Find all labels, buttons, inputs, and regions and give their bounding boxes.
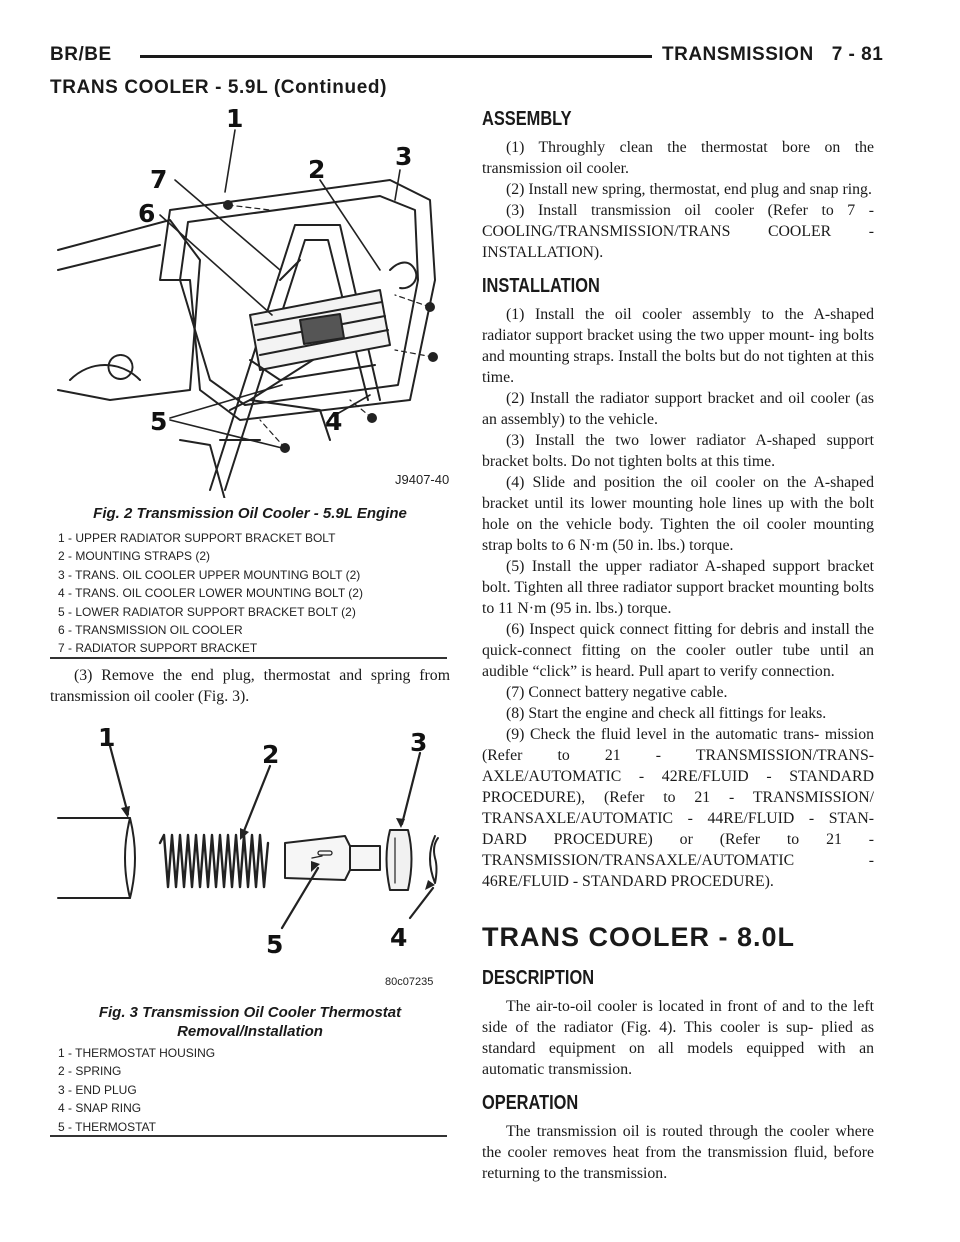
installation-step: (8) Start the engine and check all fittings for leaks.: [506, 705, 827, 722]
fig2-callout-1: 1: [226, 104, 244, 133]
continued-title: TRANS COOLER - 5.9L (Continued): [50, 77, 388, 98]
header-rule: [140, 55, 652, 58]
fig2-code: J9407-40: [395, 472, 450, 487]
legend-item: 1 - THERMOSTAT HOUSING: [58, 1046, 216, 1060]
description-text: The air-to-oil cooler is located in front of and to the left side of the radiator (Fig. 4). This cooler is sup- plied as standard equipment on all models equipped with an automatic transmission.: [482, 998, 874, 1078]
fig3-callout-4: 4: [390, 923, 408, 952]
header-section-name: TRANSMISSION: [662, 44, 814, 65]
legend-item: 2 - SPRING: [58, 1064, 122, 1079]
fig2-title: Fig. 2 Transmission Oil Cooler - 5.9L Engine: [93, 505, 407, 522]
fig3-callout-2: 2: [262, 740, 280, 769]
installation-step: (5) Install the upper radiator A-shaped support bracket bolt. Tighten all three radiator support bracket mounting bolts to 11 N·m (95 in. lbs.) torque.: [482, 558, 874, 617]
fig3-callout-5: 5: [266, 930, 284, 959]
legend-item: 2 - MOUNTING STRAPS (2): [58, 549, 211, 564]
description-heading: DESCRIPTION: [482, 967, 595, 989]
header-model: BR/BE: [50, 44, 112, 65]
legend-item: 3 - END PLUG: [58, 1082, 137, 1097]
assembly-step: (2) Install new spring, thermostat, end plug and snap ring.: [506, 181, 872, 198]
section-title-8-0l: TRANS COOLER - 8.0L: [482, 922, 796, 952]
installation-step: (6) Inspect quick connect fitting for debris and install the quick-connect fitting on the cooler outler tube until an audible “click” is heard. Pull apart to verify connection.: [482, 621, 874, 680]
fig3-legend: [58, 1044, 215, 1136]
header-section: [662, 44, 883, 66]
fig3-illustration: [50, 718, 450, 990]
assembly-heading: ASSEMBLY: [482, 108, 572, 130]
fig3-callout-3: 3: [410, 728, 428, 757]
fig2-rule: [50, 657, 447, 659]
legend-item: 7 - RADIATOR SUPPORT BRACKET: [58, 641, 258, 656]
legend-item: 6 - TRANSMISSION OIL COOLER: [58, 622, 243, 637]
installation-step: (7) Connect battery negative cable.: [506, 684, 728, 701]
operation-text: The transmission oil is routed through the cooler where the cooler removes heat from the transmission fluid, before returning to the transmission.: [482, 1123, 874, 1182]
fig2-callout-2: 2: [308, 155, 326, 184]
installation-step: (1) Install the oil cooler assembly to the A-shaped radiator support bracket using the two upper mount- ing bolts and mounting straps. Install the bolts but do not tighten at this time.: [482, 306, 874, 386]
page-number: 7 - 81: [831, 44, 884, 65]
legend-item: 4 - SNAP RING: [58, 1101, 142, 1116]
assembly-step: (1) Throughly clean the thermostat bore on the transmission oil cooler.: [482, 139, 874, 177]
left-step-3: (3) Remove the end plug, thermostat and spring from transmission oil cooler (Fig. 3).: [50, 667, 450, 705]
legend-item: 4 - TRANS. OIL COOLER LOWER MOUNTING BOLT (2): [58, 586, 363, 601]
right-column: [482, 108, 874, 1184]
fig3-title: Fig. 3 Transmission Oil Cooler Thermostat Removal/Installation: [98, 1004, 402, 1040]
legend-item: 1 - UPPER RADIATOR SUPPORT BRACKET BOLT: [58, 531, 336, 545]
fig2-callout-3: 3: [395, 142, 413, 171]
legend-item: 5 - LOWER RADIATOR SUPPORT BRACKET BOLT (2): [58, 604, 356, 619]
installation-step: (4) Slide and position the oil cooler on the A-shaped bracket until its lower mounting hole lines up with the bolt hole on the vehicle body. Tighten the oil cooler mounting strap bolts to 6 N·m (50 in. lbs.) torque.: [482, 474, 874, 554]
fig2-legend: [58, 529, 363, 658]
assembly-step: (3) Install transmission oil cooler (Refer to 7 - COOLING/TRANSMISSION/TRANS COOLER - INSTALLATION).: [482, 202, 874, 261]
installation-step: (9) Check the fluid level in the automatic trans- mission (Refer to 21 - TRANSMISSION/TRANS- AXLE/AUTOMATIC - 42RE/FLUID - STANDARD PROCEDURE), (Refer to 21 - TRANSMISSION/ TRANSAXLE/AUTOMATIC - 44RE/FLUID - STAN- DARD PROCEDURE) or (Refer to 21 - TRANSMISSION/TRANSAXLE/AUTOMATIC - 46RE/FLUID - STANDARD PROCEDURE).: [482, 726, 874, 890]
fig2-callout-5: 5: [150, 407, 168, 436]
fig3-callout-1: 1: [98, 723, 116, 752]
installation-heading: INSTALLATION: [482, 275, 600, 297]
fig2-illustration: [50, 100, 450, 498]
fig2-callout-6: 6: [138, 199, 156, 228]
fig3-code: 80c07235: [385, 976, 434, 988]
installation-step: (3) Install the two lower radiator A-shaped support bracket bolts. Do not tighten bolts at this time.: [482, 432, 874, 470]
fig2-callout-4: 4: [325, 407, 343, 436]
fig2-callout-7: 7: [150, 165, 168, 194]
legend-item: 3 - TRANS. OIL COOLER UPPER MOUNTING BOLT (2): [58, 567, 361, 582]
fig3-rule: [50, 1135, 447, 1137]
operation-heading: OPERATION: [482, 1092, 579, 1114]
legend-item: 5 - THERMOSTAT: [58, 1119, 157, 1134]
installation-step: (2) Install the radiator support bracket and oil cooler (as an assembly) to the vehicle.: [482, 390, 874, 428]
